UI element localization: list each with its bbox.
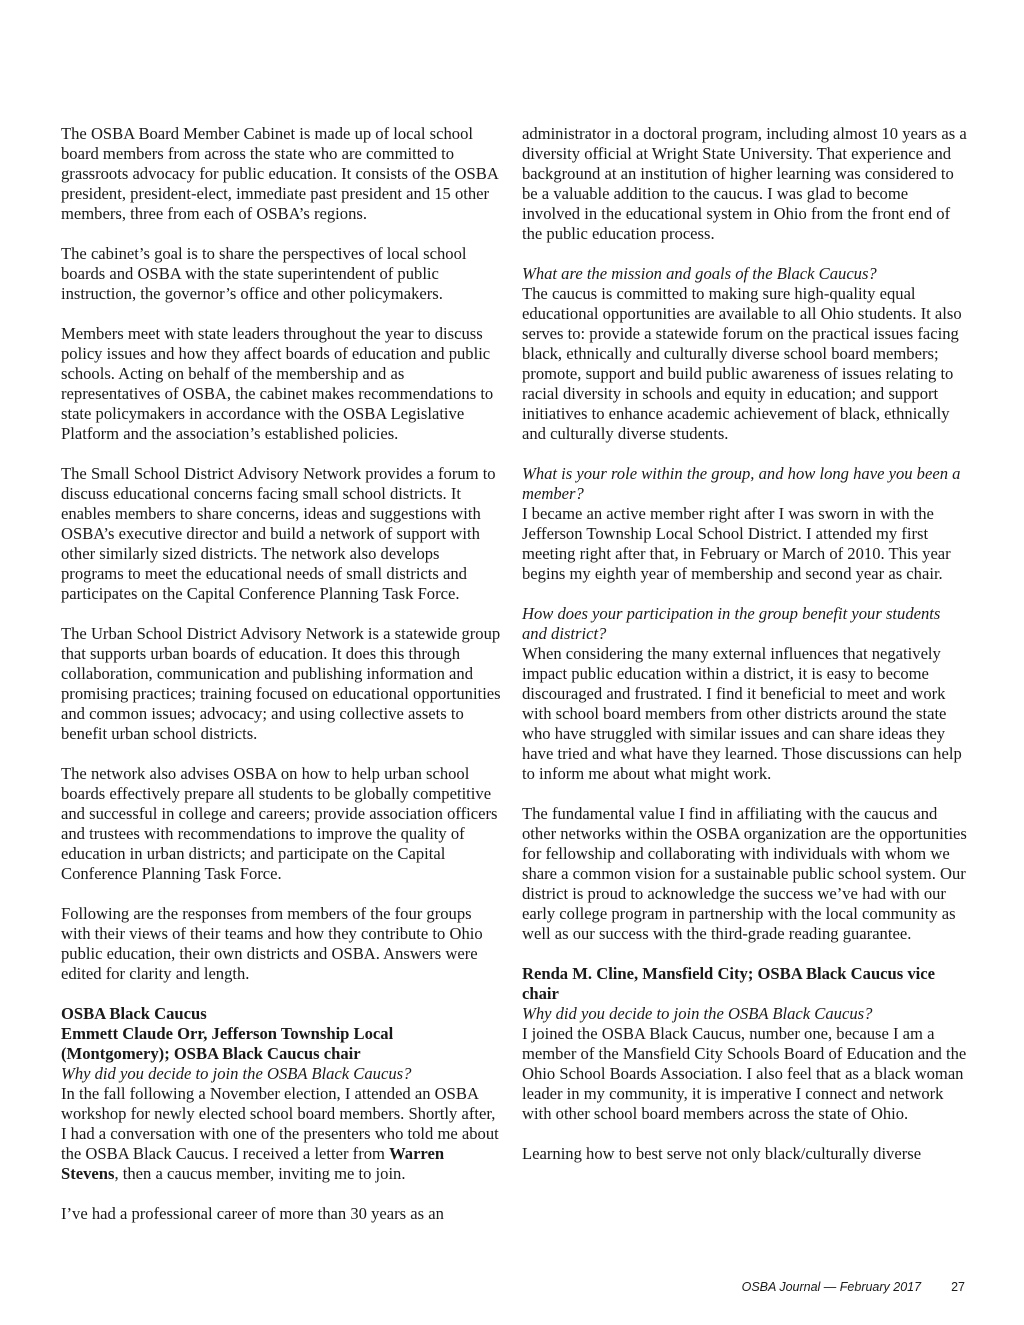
career-paragraph-continued: administrator in a doctoral program, including almost 10 years as a diversity official at Wright State University. That experience and background at an institution of higher learning was considered to be a valuable addition to the caucus. I was glad to become involved in the educational system in Ohio from the front end of the public education process. — [522, 124, 967, 243]
cabinet-meetings-paragraph: Members meet with state leaders throughout the year to discuss policy issues and how they affect boards of education and public schools. Acting on behalf of the membership and as representatives of OSBA, the cabinet makes recommendations to state policymakers in accordance with the OSBA Legislative Platform and the association’s established policies. — [61, 324, 494, 443]
learning-paragraph-start: Learning how to best serve not only black/culturally diverse — [522, 1144, 922, 1163]
answer-text-start: In the fall following a November election, I attended an OSBA workshop for newly elected school board members. Shortly after, I had a conversation with one of the presenters who told me about the OSBA Black Caucus. I received a letter from — [61, 1084, 499, 1163]
answer-mission: The caucus is committed to making sure high-quality equal educational opportunities are available to all Ohio students. It also serves to: provide a statewide forum on the practical issues facing black, ethnically and culturally diverse school board members; promote, support and build public awareness of issues relating to racial diversity in schools and equity in education; and support initiatives to enhance academic achievement of black, ethnically and culturally diverse students. — [522, 284, 962, 443]
journal-issue: OSBA Journal — February 2017 — [741, 1280, 922, 1294]
question-mission: What are the mission and goals of the Black Caucus? — [522, 264, 877, 283]
benefit-qa — [522, 604, 967, 784]
question-benefit: How does your participation in the group benefit your students and district? — [522, 604, 941, 643]
cabinet-paragraph: The OSBA Board Member Cabinet is made up of local school board members from across the state who are committed to grassroots advocacy for public education. It consists of the OSBA president, president-elect, immediate past president and 15 other members, three from each of OSBA’s regions. — [61, 124, 498, 223]
cabinet-goal-paragraph: The cabinet’s goal is to share the perspectives of local school boards and OSBA with the state superintendent of public instruction, the governor’s office and other policymakers. — [61, 244, 467, 303]
person-heading-cline: Renda M. Cline, Mansfield City; OSBA Black Caucus vice chair — [522, 964, 936, 1003]
answer-text-end: , then a caucus member, inviting me to join. — [114, 1164, 406, 1183]
section-heading: OSBA Black Caucus — [61, 1004, 207, 1023]
question-why-join: Why did you decide to join the OSBA Black Caucus? — [61, 1064, 412, 1083]
urban-network-paragraph: The Urban School District Advisory Network is a statewide group that supports urban boards of education. It does this through collaboration, communication and publishing information and promising practices; training focused on educational opportunities and common issues; advocacy; and using collective assets to benefit urban school districts. — [61, 624, 501, 743]
question-why-join-cline: Why did you decide to join the OSBA Black Caucus? — [522, 1004, 873, 1023]
warren-stevens-name: Warren Stevens — [61, 1144, 445, 1183]
intro-responses-paragraph: Following are the responses from members of the four groups with their views of their teams and how they contribute to Ohio public education, their own districts and OSBA. Answers were edited for clarity and length. — [61, 904, 483, 983]
page-number: 27 — [951, 1280, 965, 1294]
answer-benefit: When considering the many external influences that negatively impact public education within a district, it is easy to become discouraged and frustrated. I find it beneficial to meet and work with school board members from other districts around the state who have struggled with similar issues and can share ideas they have tried and what have they learned. Those discussions can help to inform me about what might work. — [522, 644, 962, 783]
right-column — [522, 124, 967, 1184]
question-role: What is your role within the group, and how long have you been a member? — [522, 464, 961, 503]
page-footer — [660, 1280, 965, 1294]
answer-why-join — [61, 1084, 501, 1184]
left-column — [61, 124, 501, 1244]
answer-role: I became an active member right after I was sworn in with the Jefferson Township Local School District. I attended my first meeting right after that, in February or March of 2010. This year begins my eighth year of membership and second year as chair. — [522, 504, 951, 583]
black-caucus-block — [61, 1004, 501, 1084]
small-school-network-paragraph: The Small School District Advisory Network provides a forum to discuss educational concerns facing small school districts. It enables members to share concerns, ideas and suggestions with OSBA’s executive director and build a network of support with other similarly sized districts. The network also develops programs to meet the educational needs of small districts and participates on the Capital Conference Planning Task Force. — [61, 464, 496, 603]
answer-why-join-cline: I joined the OSBA Black Caucus, number one, because I am a member of the Mansfield City Schools Board of Education and the Ohio School Boards Association. I also feel that as a black woman leader in my community, it is imperative I connect and network with other school board members across the state of Ohio. — [522, 1024, 967, 1123]
mission-qa — [522, 264, 967, 444]
fundamental-value-paragraph: The fundamental value I find in affiliating with the caucus and other networks within the OSBA organization are the opportunities for fellowship and collaborating with individuals with whom we share a common vision for a sustainable public school system. Our district is proud to acknowledge the success we’ve had with our early college program in partnership with the local community as well as our success with the third-grade reading guarantee. — [522, 804, 967, 943]
role-qa — [522, 464, 967, 584]
person-heading-orr: Emmett Claude Orr, Jefferson Township Local (Montgomery); OSBA Black Caucus chair — [61, 1024, 394, 1063]
urban-network-advice-paragraph: The network also advises OSBA on how to help urban school boards effectively prepare all students to be globally competitive and successful in college and careers; provide association officers and trustees with recommendations to improve the quality of education in urban districts; and participate on the Capital Conference Planning Task Force. — [61, 764, 498, 883]
career-paragraph-start: I’ve had a professional career of more than 30 years as an — [61, 1204, 444, 1223]
cline-qa — [522, 964, 967, 1124]
